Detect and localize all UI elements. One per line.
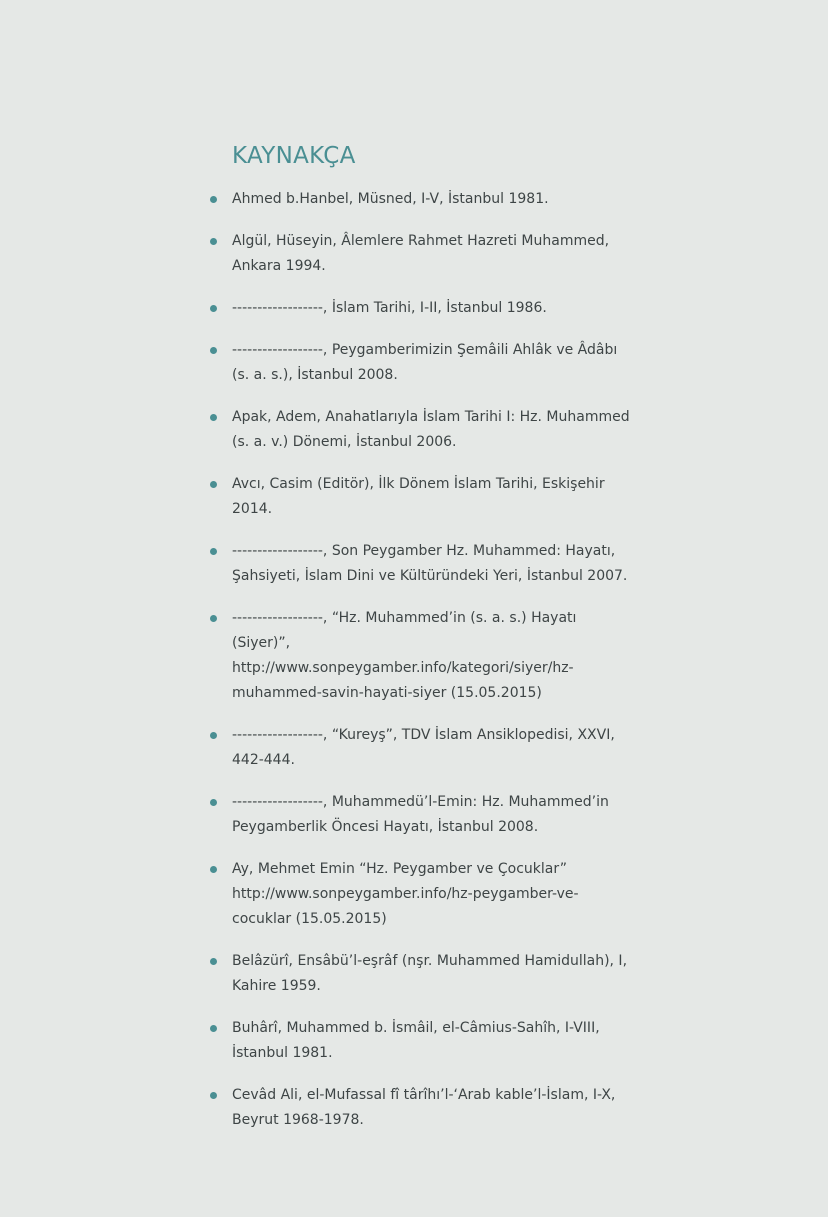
- reference-item: [210, 949, 630, 999]
- reference-text: Ay, Mehmet Emin “Hz. Peygamber ve Çocuklar” http://www.sonpeygamber.info/hz-peygamber-ve-cocuklar (15.05.2015): [232, 861, 579, 927]
- reference-item: [210, 723, 630, 773]
- reference-item: [210, 1083, 630, 1133]
- reference-item: [210, 606, 630, 706]
- bullet-dot-icon: [210, 238, 217, 245]
- bullet-dot-icon: [210, 196, 217, 203]
- section-heading: KAYNAKÇA: [232, 143, 356, 169]
- reference-text: Buhârî, Muhammed b. İsmâil, el-Câmius-Sahîh, I-VIII, İstanbul 1981.: [232, 1020, 600, 1061]
- reference-text: ------------------, İslam Tarihi, I-II, İstanbul 1986.: [232, 300, 547, 316]
- reference-item: [210, 1016, 630, 1066]
- bullet-dot-icon: [210, 615, 217, 622]
- bullet-dot-icon: [210, 1025, 217, 1032]
- bullet-dot-icon: [210, 305, 217, 312]
- reference-text: ------------------, “Hz. Muhammed’in (s. a. s.) Hayatı (Siyer)”, http://www.sonpeygamber.info/kategori/siyer/hz-muhammed-savin-hayati-siyer (15.05.2015): [232, 610, 577, 701]
- reference-item: [210, 790, 630, 840]
- reference-item: [210, 187, 630, 212]
- reference-text: ------------------, Peygamberimizin Şemâili Ahlâk ve Âdâbı (s. a. s.), İstanbul 2008.: [232, 342, 618, 383]
- reference-text: Belâzürî, Ensâbü’l-eşrâf (nşr. Muhammed Hamidullah), I, Kahire 1959.: [232, 953, 628, 994]
- reference-text: ------------------, Son Peygamber Hz. Muhammed: Hayatı, Şahsiyeti, İslam Dini ve Kültüründeki Yeri, İstanbul 2007.: [232, 543, 628, 584]
- bullet-dot-icon: [210, 481, 217, 488]
- reference-text: Algül, Hüseyin, Âlemlere Rahmet Hazreti Muhammed, Ankara 1994.: [232, 233, 610, 274]
- reference-item: [210, 229, 630, 279]
- reference-text: Apak, Adem, Anahatlarıyla İslam Tarihi I: Hz. Muhammed (s. a. v.) Dönemi, İstanbul 2006.: [232, 409, 630, 450]
- bullet-dot-icon: [210, 414, 217, 421]
- bibliography-section: [210, 141, 630, 1150]
- reference-text: Cevâd Ali, el-Mufassal fî târîhı’l-‘Arab kable’l-İslam, I-X, Beyrut 1968-1978.: [232, 1087, 616, 1128]
- bullet-dot-icon: [210, 347, 217, 354]
- reference-item: [210, 857, 630, 932]
- reference-list: [210, 187, 630, 1133]
- reference-item: [210, 472, 630, 522]
- bullet-dot-icon: [210, 799, 217, 806]
- reference-item: [210, 296, 630, 321]
- bullet-dot-icon: [210, 958, 217, 965]
- bullet-dot-icon: [210, 732, 217, 739]
- bullet-dot-icon: [210, 866, 217, 873]
- reference-text: ------------------, Muhammedü’l-Emin: Hz. Muhammed’in Peygamberlik Öncesi Hayatı, İstanbul 2008.: [232, 794, 609, 835]
- reference-text: Ahmed b.Hanbel, Müsned, I-V, İstanbul 1981.: [232, 191, 549, 207]
- reference-item: [210, 405, 630, 455]
- reference-item: [210, 539, 630, 589]
- bullet-dot-icon: [210, 548, 217, 555]
- bullet-dot-icon: [210, 1092, 217, 1099]
- reference-text: ------------------, “Kureyş”, TDV İslam Ansiklopedisi, XXVI, 442-444.: [232, 727, 615, 768]
- reference-text: Avcı, Casim (Editör), İlk Dönem İslam Tarihi, Eskişehir 2014.: [232, 476, 605, 517]
- reference-item: [210, 338, 630, 388]
